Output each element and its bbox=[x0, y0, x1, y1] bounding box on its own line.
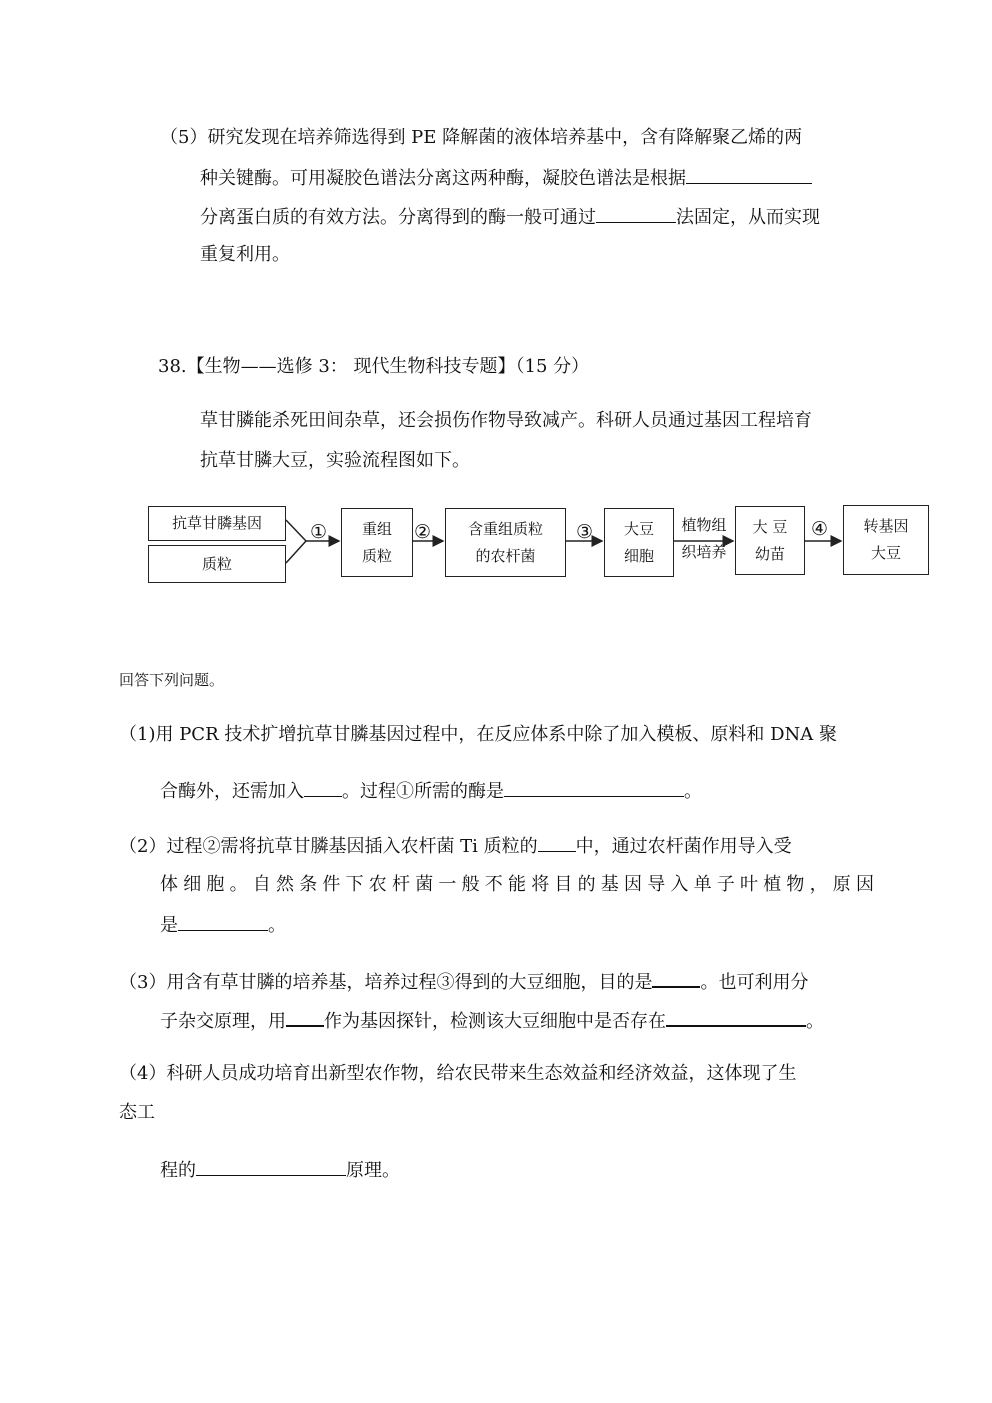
box-soybean-cell bbox=[604, 508, 674, 577]
p4-line-2: 态工 bbox=[119, 1102, 155, 1123]
p2-line-2-text: 体细胞。自然条件下农杆菌一般不能将目的基因导入单子叶植物，原因 bbox=[160, 874, 874, 895]
answer-blank-reason[interactable] bbox=[178, 912, 268, 931]
box-transgenic-line-2: 大豆 bbox=[870, 544, 901, 562]
box-seedling-line-2: 幼苗 bbox=[754, 544, 785, 563]
answer-blank-principle[interactable] bbox=[196, 1157, 346, 1176]
p4-line-3-text-a: 程的 bbox=[160, 1160, 196, 1181]
step-2-marker: ② bbox=[414, 521, 432, 543]
box-seedling bbox=[735, 506, 805, 575]
box-recombinant-plasmid bbox=[341, 508, 413, 577]
answer-prompt: 回答下列问题。 bbox=[119, 671, 225, 689]
answer-blank-purpose[interactable] bbox=[652, 968, 700, 988]
p3-line-2-text-b: 作为基因探针，检测该大豆细胞中是否存在 bbox=[324, 1011, 666, 1032]
step-3-marker: ③ bbox=[576, 521, 594, 543]
box-gene bbox=[148, 506, 286, 541]
q5-line-2-text: 种关键酶。可用凝胶色谱法分离这两种酶，凝胶色谱法是根据 bbox=[200, 168, 686, 189]
tissue-culture-line-1: 植物组 bbox=[681, 516, 727, 534]
p3-line-1-text-b: 。也可利用分 bbox=[700, 972, 809, 993]
p3-line-1 bbox=[119, 968, 808, 995]
p3-line-1-text-a: （3）用含有草甘膦的培养基，培养过程③得到的大豆细胞，目的是 bbox=[119, 972, 653, 993]
p4-line-3-text-b: 原理。 bbox=[346, 1160, 400, 1181]
p2-line-3 bbox=[160, 912, 286, 938]
q5-line-1: （5）研究发现在培养筛选得到 PE 降解菌的液体培养基中，含有降解聚乙烯的两 bbox=[160, 127, 803, 148]
box-recombinant-line-1: 重组 bbox=[361, 519, 392, 538]
answer-blank-primers[interactable] bbox=[304, 778, 342, 797]
p2-line-1-text-b: 中，通过农杆菌作用导入受 bbox=[575, 836, 792, 857]
p2-line-3-text-a: 是 bbox=[160, 915, 178, 936]
q38-header: 38.【生物——选修 3： 现代生物科技专题】（15 分） bbox=[158, 356, 590, 377]
answer-blank-enzyme[interactable] bbox=[504, 778, 684, 797]
q5-line-3-text-b: 法固定，从而实现 bbox=[676, 207, 820, 228]
box-seedling-line-1: 大 豆 bbox=[752, 517, 788, 536]
box-recombinant-line-2: 质粒 bbox=[361, 546, 392, 565]
step-4-marker: ④ bbox=[811, 518, 829, 540]
p1-line-2-text-a: 合酶外，还需加入 bbox=[160, 781, 304, 802]
tissue-culture-label bbox=[675, 512, 733, 566]
box-transgenic-soybean bbox=[843, 505, 929, 575]
box-gene-label: 抗草甘膦基因 bbox=[171, 514, 262, 532]
p1-line-2 bbox=[160, 778, 702, 804]
p1-line-2-text-c: 。 bbox=[684, 781, 702, 802]
answer-blank-tdna[interactable] bbox=[538, 833, 576, 852]
q5-line-4: 重复利用。 bbox=[200, 244, 290, 265]
p4-line-3 bbox=[160, 1157, 400, 1183]
box-agro-line-1: 含重组质粒 bbox=[467, 519, 543, 538]
step-1-marker: ① bbox=[310, 521, 328, 543]
box-agro-line-2: 的农杆菌 bbox=[475, 546, 536, 565]
p3-line-2-text-c: 。 bbox=[806, 1011, 824, 1032]
p2-line-1-text-a: （2）过程②需将抗草甘膦基因插入农杆菌 Ti 质粒的 bbox=[119, 836, 538, 857]
p2-line-1 bbox=[119, 833, 792, 859]
p2-line-3-text-b: 。 bbox=[268, 915, 286, 936]
p2-line-2 bbox=[160, 873, 874, 897]
tissue-culture-line-2: 织培养 bbox=[681, 543, 727, 561]
box-cell-line-2: 细胞 bbox=[623, 546, 654, 565]
p3-line-2 bbox=[160, 1007, 824, 1034]
p3-line-2-text-a: 子杂交原理，用 bbox=[160, 1011, 286, 1032]
answer-blank-target[interactable] bbox=[666, 1007, 806, 1027]
q38-intro-line-2: 抗草甘膦大豆，实验流程图如下。 bbox=[200, 450, 470, 471]
q38-intro-line-1: 草甘膦能杀死田间杂草，还会损伤作物导致减产。科研人员通过基因工程培育 bbox=[200, 410, 812, 431]
box-plasmid bbox=[148, 545, 286, 583]
box-cell-line-1: 大豆 bbox=[623, 519, 654, 538]
answer-blank-probe[interactable] bbox=[286, 1007, 324, 1027]
p1-line-2-text-b: 。过程①所需的酶是 bbox=[342, 781, 504, 802]
q5-line-3-text-a: 分离蛋白质的有效方法。分离得到的酶一般可通过 bbox=[200, 207, 596, 228]
box-plasmid-label: 质粒 bbox=[201, 554, 232, 573]
box-transgenic-line-1: 转基因 bbox=[863, 517, 909, 535]
p1-line-1: （1)用 PCR 技术扩增抗草甘膦基因过程中，在反应体系中除了加入模板、原料和 DNA 聚 bbox=[119, 724, 837, 745]
box-agrobacterium bbox=[445, 508, 566, 577]
p4-line-1: （4）科研人员成功培育出新型农作物，给农民带来生态效益和经济效益，这体现了生 bbox=[119, 1063, 797, 1084]
